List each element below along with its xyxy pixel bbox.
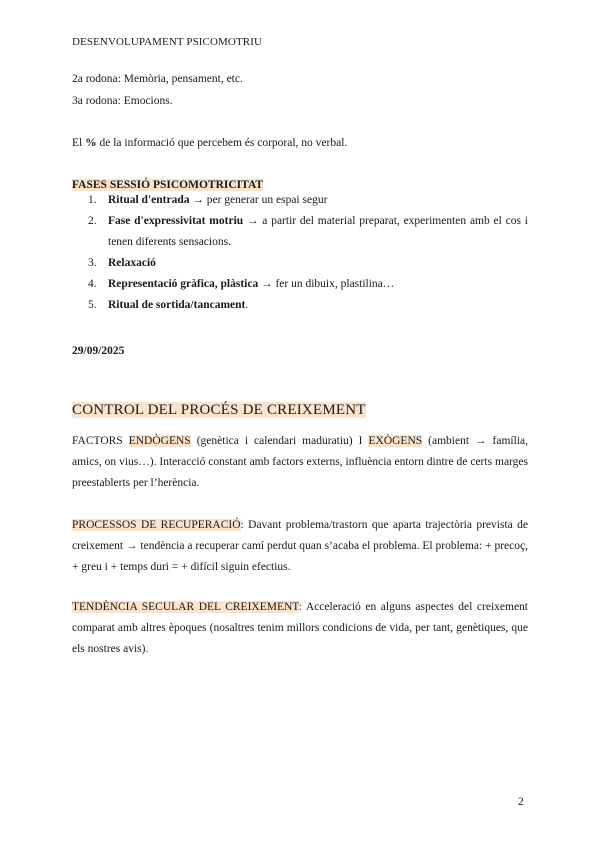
phases-list: [72, 190, 528, 316]
factors-text-1: FACTORS: [72, 435, 129, 447]
factors-text-2: (genètica i calendari maduratiu) I: [190, 435, 369, 447]
phase-name: Representació gràfica, plàstica: [108, 278, 259, 290]
phase-desc: → a partir del material preparat, experimenten amb el cos i tenen diferents sensacions.: [108, 215, 528, 248]
endogens-term: ENDÒGENS: [128, 435, 191, 447]
recovery-paragraph: [72, 515, 528, 578]
percent-note: [72, 136, 347, 150]
phase-item: [72, 274, 528, 295]
percent-note-after: de la informació que percebem és corporal, no verbal.: [96, 137, 348, 149]
second-round-line: 2a rodona: Memòria, pensament, etc.: [72, 73, 243, 85]
factors-text-3: (ambient → família, amics, on vius…). Interacció constant amb factors externs, influència entorn dintre de certs marges preestablerts per l’herència.: [72, 435, 528, 489]
recovery-text: : Davant problema/trastorn que aparta trajectòria prevista de creixement → tendència a recuperar camí perdut quan s’acaba el problema. El problema: + precoç, + greu i + temps duri = + difícil siguin efectius.: [72, 519, 528, 573]
phase-item: [72, 295, 528, 316]
phase-desc: → fer un dibuix, plastilina…: [258, 278, 395, 290]
third-round-line: 3a rodona: Emocions.: [72, 95, 173, 107]
factors-paragraph: [72, 431, 528, 494]
phase-item: [72, 253, 528, 274]
phase-number: 1.: [88, 194, 97, 206]
date-heading: 29/09/2025: [72, 345, 125, 357]
recovery-label: PROCESSOS DE RECUPERACIÓ: [72, 519, 241, 531]
phase-desc: → per generar un espai segur: [189, 194, 328, 206]
phase-number: 3.: [88, 257, 97, 269]
phase-name: Fase d'expressivitat motriu: [108, 215, 244, 227]
phase-desc: .: [245, 299, 249, 311]
phase-item: [72, 190, 528, 211]
phase-name: Ritual d'entrada: [108, 194, 190, 206]
percent-symbol: %: [85, 137, 97, 149]
phase-number: 2.: [88, 215, 97, 227]
phase-name: Relaxació: [108, 257, 156, 269]
page-header: DESENVOLUPAMENT PSICOMOTRIU: [72, 36, 263, 48]
phase-name: Ritual de sortida/tancament: [108, 299, 246, 311]
control-title: [72, 402, 366, 419]
control-title-text: CONTROL DEL PROCÉS DE CREIXEMENT: [72, 402, 366, 418]
percent-note-before: El: [72, 137, 86, 149]
phase-number: 5.: [88, 299, 97, 311]
phase-item: [72, 211, 528, 253]
secular-text: : Acceleració en alguns aspectes del creixement comparat amb altres èpoques (nosaltres tenim millors condicions de vida, per tant, genètiques, que els nostres avis).: [72, 601, 528, 655]
secular-paragraph: [72, 597, 528, 660]
page-number: 2: [518, 796, 524, 808]
phase-number: 4.: [88, 278, 97, 290]
phases-title-text: FASES SESSIÓ PSICOMOTRICITAT: [72, 179, 264, 191]
secular-label: TENDÈNCIA SECULAR DEL CREIXEMENT: [72, 601, 299, 613]
exogens-term: EXÒGENS: [368, 435, 423, 447]
